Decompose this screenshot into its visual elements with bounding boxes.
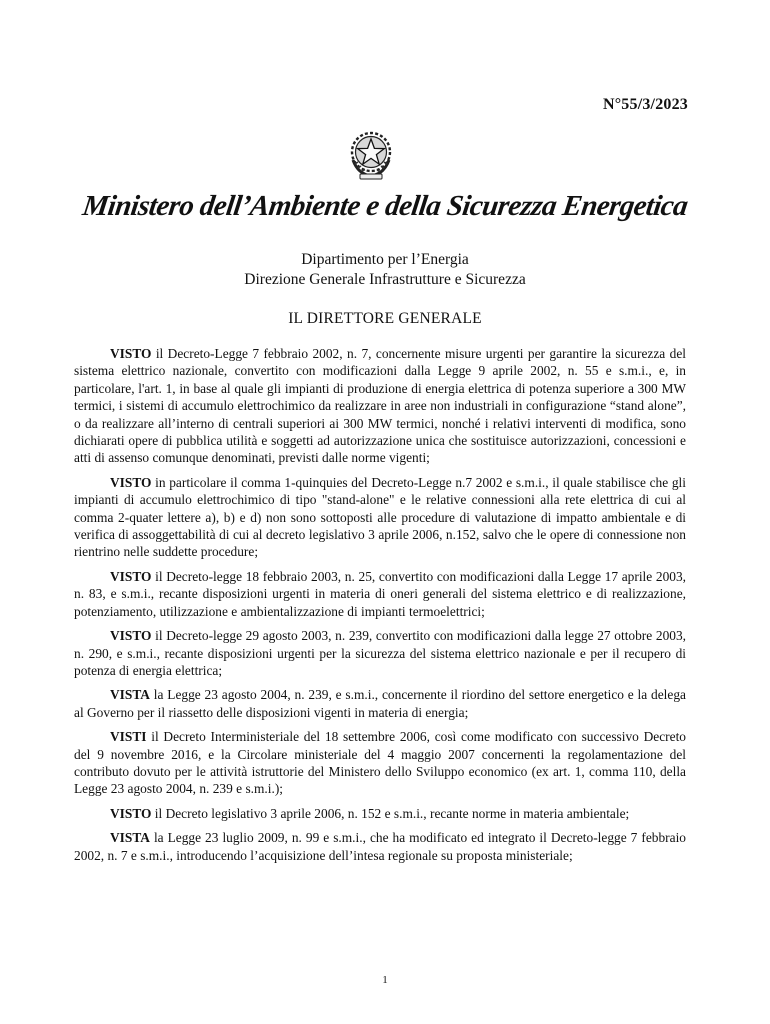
paragraph (74, 728, 686, 798)
paragraph-lead: VISTO (110, 346, 152, 361)
paragraph (74, 627, 686, 679)
paragraph-text: il Decreto-Legge 7 febbraio 2002, n. 7, concernente misure urgenti per garantire la sicurezza del sistema elettrico nazionale, convertito con modificazioni dalla Legge 9 aprile 2002, n. 55 e s.m.i., e, in particolare, l'art. 1, in base al quale gli impianti di produzione di energia elettrica di potenza superiore a 300 MW termici, i sistemi di accumulo elettrochimico da realizzare in aree non industriali in configurazione “stand alone”, o da realizzare all’interno di centrali superiori ai 300 MW termici, nonché i relativi interventi di modifica, sono dichiarati opere di pubblica utilità e soggetti ad autorizzazione unica che sostituisce autorizzazioni, concessioni e atti di assenso comunque denominati, previsti dalle norme vigenti; (74, 346, 686, 466)
italian-republic-emblem-icon (346, 128, 396, 182)
document-body (74, 345, 686, 871)
paragraph-text: in particolare il comma 1-quinquies del Decreto-Legge n.7 2002 e s.m.i., il quale stabilisce che gli impianti di accumulo elettrochimico di tipo "stand-alone" e le relative connessioni alla rete elettrica di cui al comma 2-quater lettere a), b) e d) non sono sottoposti alle procedure di valutazione di impatto ambientale e di verifica di assoggettabilità di cui al decreto legislativo 3 aprile 2006, n.152, salvo che le opere di connessione non rientrino nelle suddette procedure; (74, 474, 686, 560)
paragraph (74, 568, 686, 620)
department-block (0, 250, 770, 290)
paragraph-lead: VISTA (110, 687, 150, 703)
paragraph-text: il Decreto legislativo 3 aprile 2006, n. 152 e s.m.i., recante norme in materia ambientale; (151, 805, 630, 821)
directorate-name: Direzione Generale Infrastrutture e Sicurezza (244, 271, 526, 288)
paragraph (74, 805, 686, 822)
paragraph (74, 474, 686, 561)
paragraph-text: il Decreto-legge 29 agosto 2003, n. 239, convertito con modificazioni dalla legge 27 ottobre 2003, n. 290, e s.m.i., recante disposizioni urgenti per la sicurezza del sistema elettrico nazionale e per il recupero di potenza di energia elettrica; (74, 628, 686, 678)
page-number: 1 (382, 974, 388, 986)
paragraph-text: il Decreto-legge 18 febbraio 2003, n. 25, convertito con modificazioni dalla Legge 17 aprile 2003, n. 83, e s.m.i., recante disposizioni urgenti in materia di oneri generali del sistema elettrico e di realizzazione, potenziamento, utilizzazione e ambientalizzazione di impianti termoelettrici; (74, 568, 686, 619)
paragraph-lead: VISTO (110, 568, 152, 584)
paragraph-lead: VISTI (110, 729, 147, 745)
department-name: Dipartimento per l’Energia (301, 251, 469, 268)
paragraph-text: la Legge 23 agosto 2004, n. 239, e s.m.i., concernente il riordino del settore energetico e la delega al Governo per il riassetto delle disposizioni vigenti in materia di energia; (74, 687, 686, 720)
ministry-name: Ministero dell’Ambiente e della Sicurezza Energetica (80, 190, 690, 222)
paragraph-text: il Decreto Interministeriale del 18 settembre 2006, così come modificato con successivo Decreto del 9 novembre 2016, e la Circolare ministeriale del 4 maggio 2007 concernenti la regolamentazione del contributo dovuto per le attività istruttorie del Ministero dello Sviluppo economico (ex art. 1, comma 110, della Legge 23 agosto 2004, n. 239 e s.m.i.); (74, 729, 686, 797)
document-number: N°55/3/2023 (602, 96, 688, 113)
paragraph-lead: VISTO (110, 805, 152, 821)
paragraph (74, 686, 686, 721)
paragraph-lead: VISTO (110, 474, 152, 490)
paragraph-text: la Legge 23 luglio 2009, n. 99 e s.m.i., che ha modificato ed integrato il Decreto-legge 7 febbraio 2002, n. 7 e s.m.i., introducendo l’acquisizione dell’intesa regionale su proposta ministeriale; (74, 830, 686, 863)
paragraph (74, 345, 686, 467)
document-title: IL DIRETTORE GENERALE (288, 310, 482, 327)
paragraph-lead: VISTA (110, 830, 150, 846)
paragraph-lead: VISTO (110, 628, 152, 644)
paragraph (74, 829, 686, 864)
